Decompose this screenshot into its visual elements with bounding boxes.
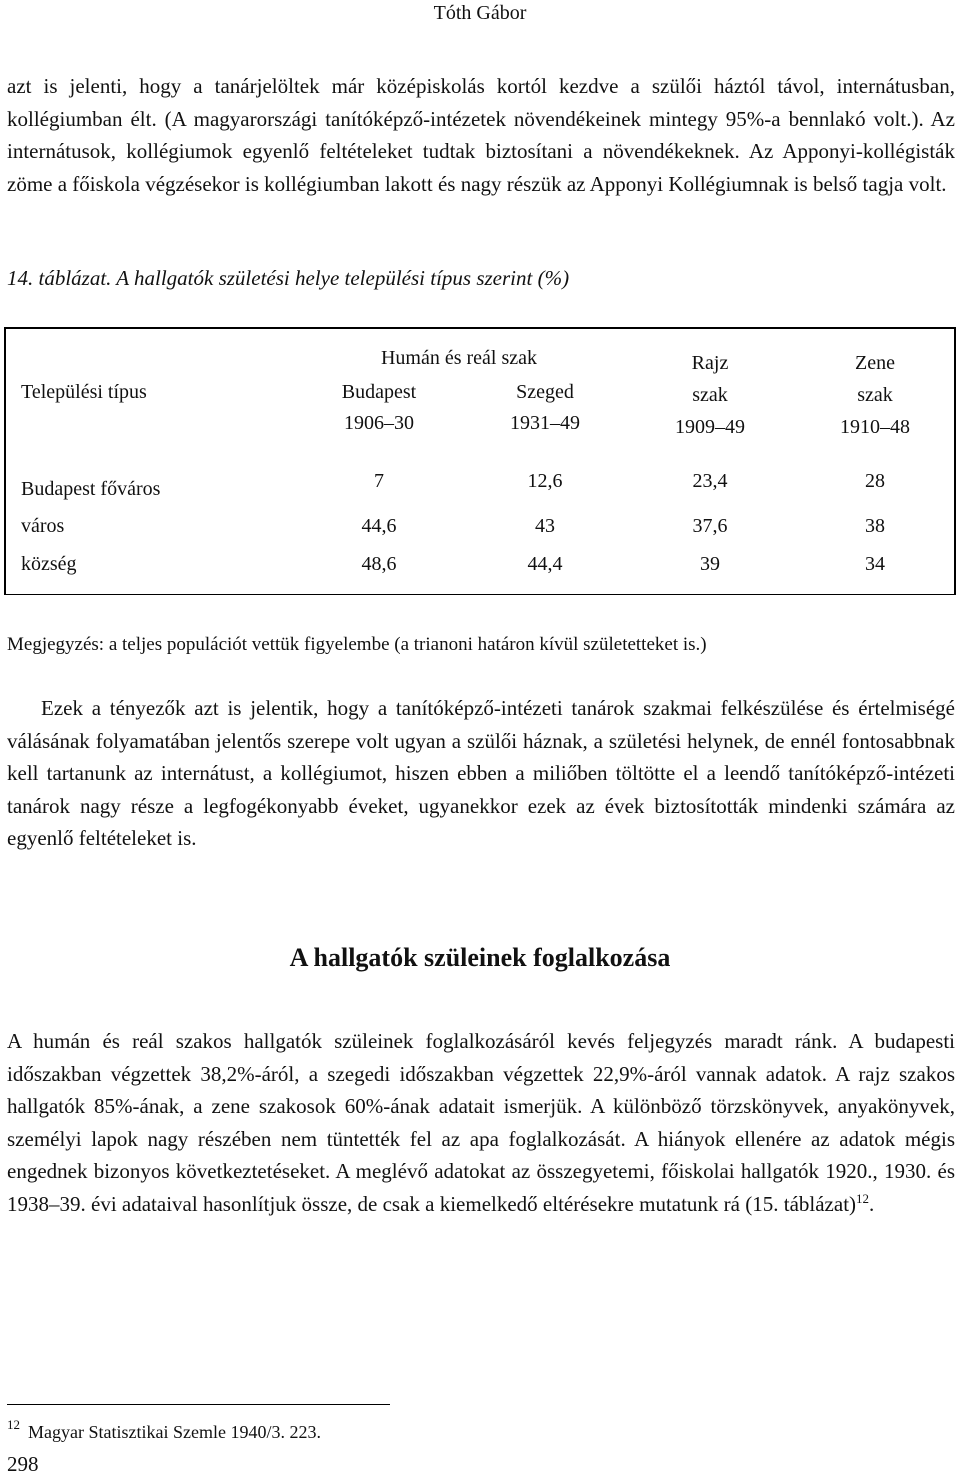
row-label: Budapest főváros (21, 478, 161, 500)
col-budapest-name: Budapest (341, 381, 417, 403)
running-header: Tóth Gábor (433, 2, 527, 24)
birthplace-table (4, 327, 956, 595)
table-caption: 14. táblázat. A hallgatók születési helye települési típus szerint (%) (7, 266, 570, 290)
table-cell: 23,4 (692, 470, 728, 492)
section-title: A hallgatók szüleinek foglalkozása (289, 943, 671, 972)
col-zene-years: 1910–48 (840, 416, 910, 438)
body-paragraph-2: A humán és reál szakos hallgatók szüleinek foglalkozásáról kevés feljegyzés maradt ránk. A budapesti időszakban végzettek 38,2%-áról, a szegedi időszakban végzettek 22,9%-áról vannak adatok. A rajz szakos hallgatók 85%-ának, a zene szakosok 60%-ának adatait ismerjük. A különböző törzskönyvek, anyakönyvek, személyi lapok nagy részében nem tüntették fel az apa foglalkozását. A hiányok ellenére az adatok mégis engednek bizonyos következtetéseket. A meglévő adatokat az összegyetemi, főiskolai hallgatók 1920., 1930. és 1938–39. évi adataival hasonlítjuk össze, de csak a kiemelkedő eltérésekre mutatunk rá (15. táblázat)$^{12}$. (7, 1029, 955, 1216)
table-cell: 38 (865, 515, 885, 537)
row-label: község (21, 553, 77, 575)
col-szeged-name: Szeged (516, 381, 574, 403)
table-cell: 28 (865, 470, 885, 492)
table-note: Megjegyzés: a teljes populációt vettük figyelembe (a trianoni határon kívül születetteket is.) (7, 634, 707, 655)
table-cell: 37,6 (692, 515, 728, 537)
table-cell: 48,6 (361, 553, 397, 575)
row-label: város (21, 515, 65, 537)
table-cell: 34 (865, 553, 885, 575)
body-paragraph-2-text: A humán és reál szakos hallgatók szüleinek foglalkozásáról kevés feljegyzés maradt ránk. A budapesti időszakban végzettek 38,2%-áról, a szegedi időszakban végzettek 22,9%-áról vannak adatok. A rajz szakos hallgatók 85%-ának, a zene szakosok 60%-ának adatait ismerjük. A különböző törzskönyvek, anyakönyvek, személyi lapok nagy részében nem tüntették fel az apa foglalkozását. A hiányok ellenére az adatok mégis engednek bizonyos következtetéseket. A meglévő adatokat az összegyetemi, főiskolai hallgatók 1920., 1930. és 1938–39. évi adataival hasonlítjuk össze, de csak a kiemelkedő eltérésekre mutatunk rá (15. táblázat) (7, 1029, 955, 1216)
col-rajz-name: Rajz (691, 352, 729, 374)
col-szeged-years: 1931–49 (510, 412, 580, 434)
row-header-label: Települési típus (21, 381, 147, 403)
group-header: Humán és reál szak (380, 347, 538, 369)
col-zene-szak: szak (857, 384, 893, 406)
table-cell: 44,6 (361, 515, 397, 537)
table-cell: 44,4 (527, 553, 563, 575)
page-number: 298 (7, 1452, 39, 1476)
table-cell: 7 (374, 470, 384, 492)
col-budapest-years: 1906–30 (344, 412, 414, 434)
intro-paragraph: azt is jelenti, hogy a tanárjelöltek már középiskolás kortól kezdve a szülői háztól távol, internátusban, kollégiumban élt. (A magyarországi tanítóképző-intézetek növendékeinek mintegy 95%-a bennlakó volt.). Az internátusok, kollégiumok egyenlő feltételeket tudtak biztosítani a növendékeknek. Az Apponyi-kollégisták zöme a főiskola végzésekor is kollégiumban lakott és nagy részük az Apponyi Kollégiumnak is belső tagja volt. (7, 74, 955, 196)
footnote-divider (7, 1404, 390, 1405)
col-rajz-szak: szak (692, 384, 728, 406)
body-paragraph-1: Ezek a tényezők azt is jelentik, hogy a tanítóképző-intézeti tanárok szakmai felkészülése és értelmiségé válásának folyamatában jelentős szerepe volt ugyan a szülői háznak, a születési helynek, de ennél fontosabbnak kell tartanunk az internátust, a kollégiumot, hiszen ebben a miliőben töltötte el a leendő tanítóképző-intézeti tanárok nagy része a legfogékonyabb éveket, ugyanekkor ezek az évek biztosították mindenki számára az egyenlő feltételeket is. (7, 696, 955, 851)
table-cell: 39 (700, 553, 720, 575)
table-cell: 12,6 (527, 470, 563, 492)
footnote-text: Magyar Statisztikai Szemle 1940/3. 223. (28, 1422, 321, 1442)
table-cell: 43 (535, 515, 555, 537)
footnote-number: 12 (7, 1417, 20, 1432)
col-zene-name: Zene (855, 352, 895, 374)
col-rajz-years: 1909–49 (675, 416, 745, 438)
footnote-reference[interactable]: 12 (856, 1190, 870, 1206)
